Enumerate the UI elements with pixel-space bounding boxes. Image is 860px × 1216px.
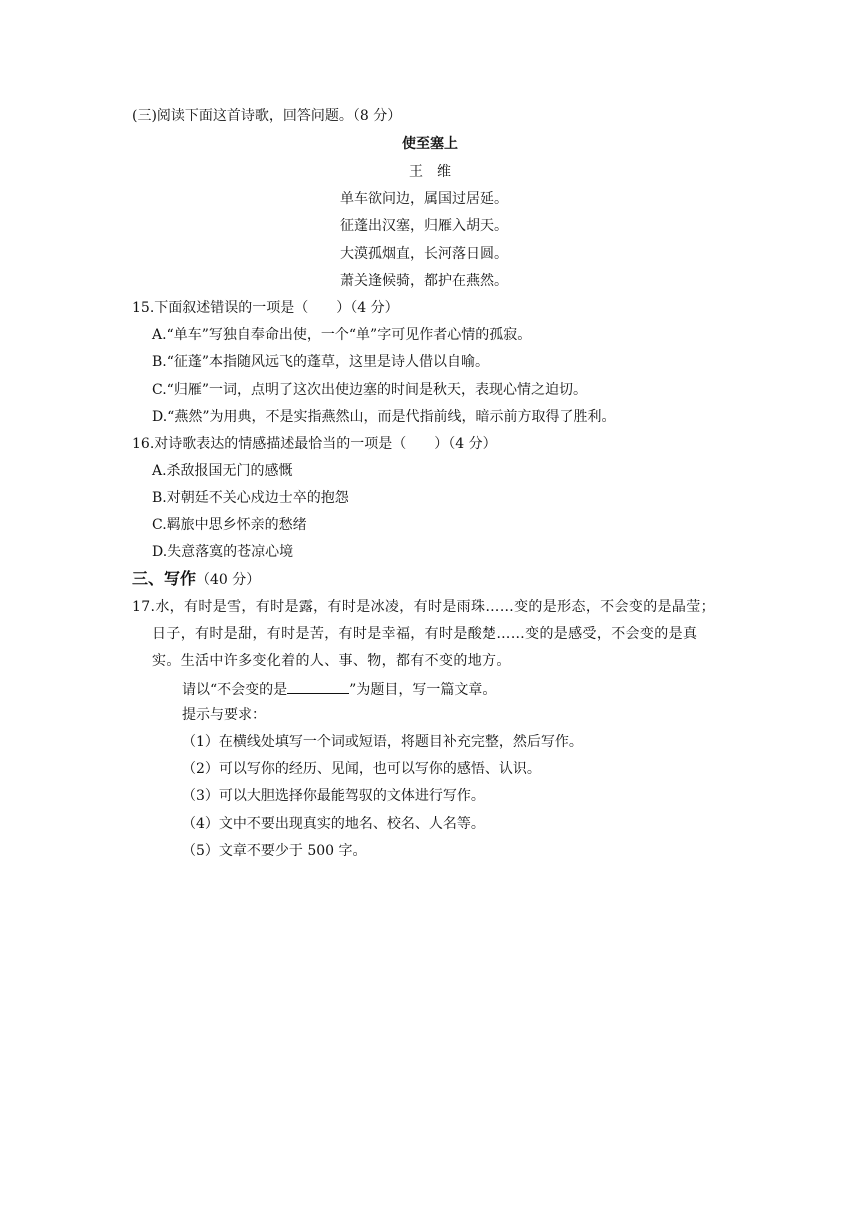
poem-line: 征蓬出汉塞，归雁入胡天。 bbox=[340, 218, 508, 234]
question-15-option-b: B.“征蓬”本指随风远飞的蓬草，这里是诗人借以自喻。 bbox=[152, 354, 490, 370]
section-intro: (三)阅读下面这首诗歌，回答问题。（8 分） bbox=[132, 108, 402, 124]
essay-prompt-before: 请以“不会变的是 bbox=[182, 682, 288, 698]
question-17-text: 实。生活中许多变化着的人、事、物，都有不变的地方。 bbox=[152, 653, 511, 669]
question-15-option-d: D.“燕然”为用典，不是实指燕然山，而是代指前线，暗示前方取得了胜利。 bbox=[152, 409, 616, 425]
question-15-stem: 15.下面叙述错误的一项是（ ）（4 分） bbox=[132, 300, 399, 316]
tip-item: （4）文中不要出现真实的地名、校名、人名等。 bbox=[182, 816, 485, 832]
writing-section-heading bbox=[132, 570, 260, 589]
tip-item: （1）在横线处填写一个词或短语，将题目补充完整，然后写作。 bbox=[182, 734, 583, 750]
poem-line: 单车欲问边，属国过居延。 bbox=[340, 191, 508, 207]
question-16-option-b: B.对朝廷不关心戍边士卒的抱怨 bbox=[152, 490, 349, 506]
title-blank bbox=[287, 679, 349, 694]
question-15-option-c: C.“归雁”一词，点明了这次出使边塞的时间是秋天，表现心情之迫切。 bbox=[152, 382, 587, 398]
tip-item: （5）文章不要少于 500 字。 bbox=[182, 843, 367, 859]
question-17-text: 日子，有时是甜，有时是苦，有时是幸福，有时是酸楚……变的是感受，不会变的是真 bbox=[152, 626, 698, 642]
tip-item: （3）可以大胆选择你最能驾驭的文体进行写作。 bbox=[182, 788, 485, 804]
tip-item: （2）可以写你的经历、见闻，也可以写你的感悟、认识。 bbox=[182, 761, 541, 777]
essay-prompt-after: ”为题目，写一篇文章。 bbox=[349, 682, 497, 698]
essay-prompt bbox=[182, 679, 496, 699]
question-15-option-a: A.“单车”写独自奉命出使，一个“单”字可见作者心情的孤寂。 bbox=[152, 327, 532, 343]
poem-title: 使至塞上 bbox=[402, 136, 458, 152]
writing-heading-text: 三、写作 bbox=[132, 569, 197, 588]
question-16-stem: 16.对诗歌表达的情感描述最恰当的一项是（ ）（4 分） bbox=[132, 436, 497, 452]
writing-points: （40 分） bbox=[196, 572, 261, 588]
question-17-text: 17.水，有时是雪，有时是露，有时是冰凌，有时是雨珠……变的是形态，不会变的是晶莹； bbox=[132, 599, 715, 615]
tips-title: 提示与要求： bbox=[182, 707, 266, 723]
poem-line: 萧关逢候骑，都护在燕然。 bbox=[340, 273, 508, 289]
poem-author: 王 维 bbox=[409, 164, 451, 180]
question-16-option-d: D.失意落寞的苍凉心境 bbox=[152, 544, 294, 560]
poem-line: 大漠孤烟直，长河落日圆。 bbox=[340, 246, 508, 262]
question-16-option-a: A.杀敌报国无门的感慨 bbox=[152, 463, 293, 479]
question-16-option-c: C.羁旅中思乡怀亲的愁绪 bbox=[152, 517, 307, 533]
